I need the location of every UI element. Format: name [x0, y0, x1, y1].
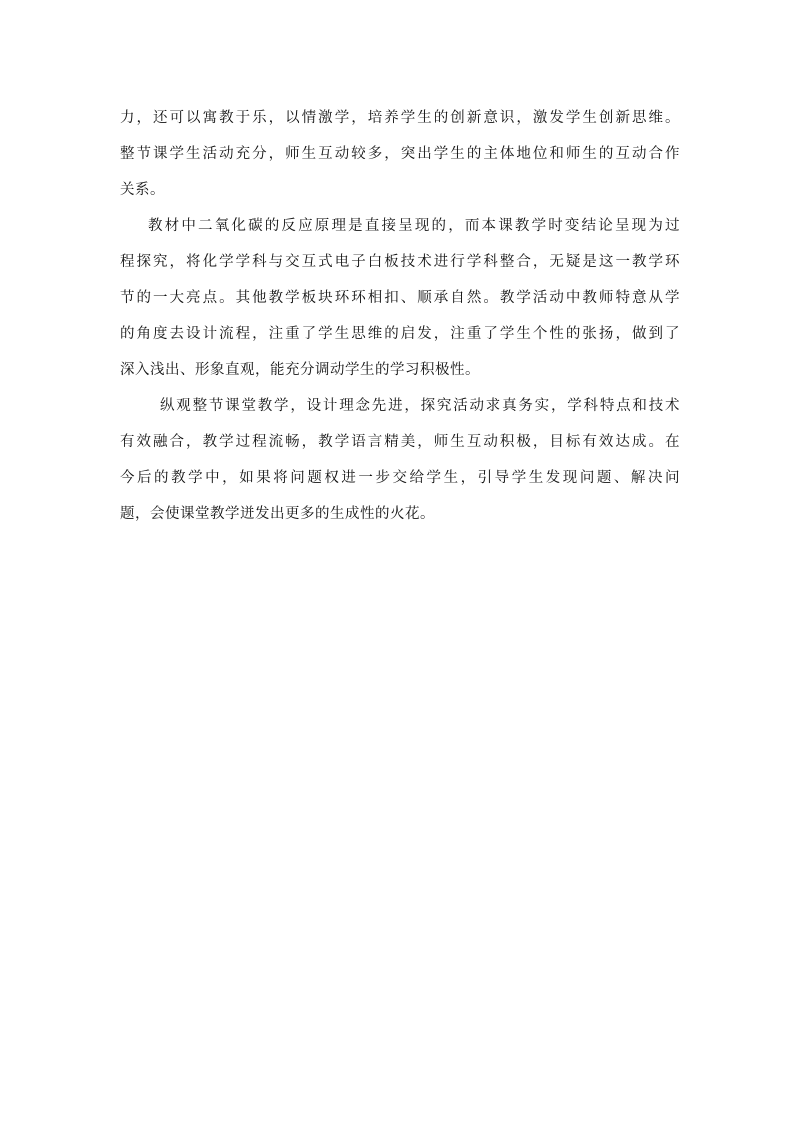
paragraph-line: 节的一大亮点。其他教学板块环环相扣、顺承自然。教学活动中教师特意从学	[120, 290, 680, 306]
paragraph-1	[120, 100, 680, 208]
paragraph-line: 力，还可以寓教于乐，以情激学，培养学生的创新意识，激发学生创新思维。	[120, 110, 680, 126]
paragraph-line: 有效融合，教学过程流畅，教学语言精美，师生互动积极，目标有效达成。在	[120, 434, 680, 450]
paragraph-line: 整节课学生活动充分，师生互动较多，突出学生的主体地位和师生的互动合作	[120, 146, 680, 162]
paragraph-line: 程探究，将化学学科与交互式电子白板技术进行学科整合，无疑是这一教学环	[120, 254, 680, 270]
document-body	[120, 100, 680, 532]
paragraph-3	[120, 388, 680, 532]
paragraph-line: 今后的教学中，如果将问题权进一步交给学生，引导学生发现问题、解决问	[120, 470, 680, 486]
paragraph-line: 教材中二氧化碳的反应原理是直接呈现的，而本课教学时变结论呈现为过	[148, 218, 680, 234]
paragraph-line: 题，会使课堂教学迸发出更多的生成性的火花。	[120, 506, 435, 522]
paragraph-line: 纵观整节课堂教学，设计理念先进，探究活动求真务实，学科特点和技术	[160, 398, 680, 414]
paragraph-2	[120, 208, 680, 388]
paragraph-line: 关系。	[120, 182, 165, 198]
paragraph-line: 深入浅出、形象直观，能充分调动学生的学习积极性。	[120, 362, 480, 378]
paragraph-line: 的角度去设计流程，注重了学生思维的启发，注重了学生个性的张扬，做到了	[120, 326, 680, 342]
